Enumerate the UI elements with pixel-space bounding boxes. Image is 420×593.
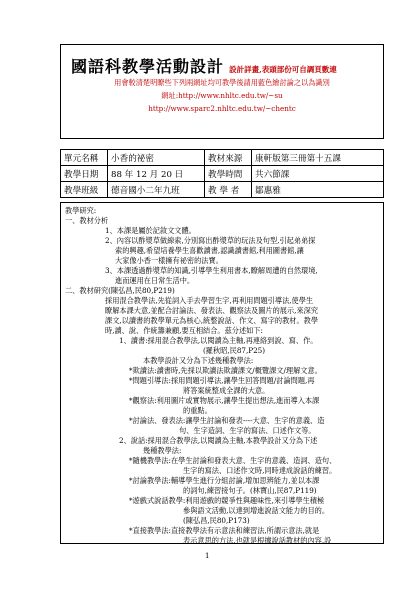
body-line: 進而運用在日常生活中。: [115, 276, 195, 285]
unit-value: 小香的祕密: [108, 150, 205, 166]
source-value: 康軒版第三冊第十五課: [252, 150, 384, 166]
teacher-value: 鄒惠雅: [252, 182, 384, 198]
teacher-label: 教 學 者: [205, 182, 252, 198]
source-label: 教材來源: [205, 150, 252, 166]
body-line: 2、內容以酢漿草做線索,分別寫出酢漿草的玩法及句型,引起弟弟探: [105, 236, 316, 245]
unit-label: 單元名稱: [61, 150, 108, 166]
body-line: 大家像小香一樣擁有祕密的法寶。: [115, 256, 223, 265]
body-line: 將答案統整成全課的大意。: [183, 386, 270, 395]
info-row: [61, 166, 384, 182]
time-label: 教學時間: [205, 166, 252, 182]
url-line-1[interactable]: 網址:http://www.nhltc.edu.tw/~su: [161, 91, 283, 100]
body-line: *討論教學法:輔導學生進行分組討論,增加思辨能力,並以本課: [129, 476, 320, 485]
date-value: 88 年 12 月 20 日: [108, 166, 205, 182]
page-title: 國語科教學活動設計: [71, 57, 225, 76]
class-value: 德音國小二年九班: [108, 182, 205, 198]
body-line: 生字的寫法、口述作文時,同時達成說話的練習。: [183, 466, 337, 475]
body-line: 1、本課是屬於記敘文文體。: [105, 226, 196, 235]
body-line: *欺讀法:讀書時,先採以欺讀法欺讀課文/概覽課文/理解文意。: [129, 366, 322, 375]
info-table: [60, 149, 384, 198]
body-line: 參與語文活動,以達到增進說話文能力的目的。: [183, 506, 330, 515]
body-line: 採用混合教學法,先從詞入手去學習生字,再利用問題引導法,使學生: [105, 296, 314, 305]
header-box: [60, 44, 384, 139]
citation-line: (羅秋昭,民87,P25): [203, 346, 266, 355]
teaching-research-box: [60, 202, 384, 544]
instruction-line: 用會較清楚明瞭些下列兩網址均可教學後請用藍色繪討論之以為識別: [114, 78, 330, 87]
body-line: *問題引導法:採用問題引導法,讓學生回答問題/討論問題,再: [129, 376, 315, 385]
body-line: 幾種教學法:: [143, 446, 182, 455]
body-line: 的詞句,練習接句子。(林寶山,民87,P119): [183, 486, 317, 495]
class-label: 教學班級: [61, 182, 108, 198]
body-line: 3、本課透過酢漿草的知識,引導學生利用書本,瞭解周遭的自然環境,: [105, 266, 318, 275]
time-value: 共六節課: [252, 166, 384, 182]
section-heading: 教學研究:: [65, 206, 97, 215]
body-line: *隨機教學法:在學生討論和發表大意、生字的意義、造詞、造句、: [129, 456, 337, 465]
citation-line: (陳弘昌,民80,P173): [183, 516, 250, 525]
info-row: [61, 150, 384, 166]
page-number: 1: [205, 552, 210, 560]
section-heading: 一、教材分析: [65, 216, 109, 225]
title-row: [71, 54, 337, 77]
body-line: 索的興趣,希望培養學生喜歡讀書,認識讀書館,利用圖書館,讓: [115, 246, 304, 255]
info-row: [61, 182, 384, 198]
body-line: 時,讀、說、作統籌兼顧,要互相結合。茲分述如下:: [105, 326, 263, 335]
title-note: 設計詳畫,表頭部份可自調頁數連: [229, 65, 337, 74]
body-line: 句、生字造詞、生字的寫法、口述作文等。: [179, 426, 316, 435]
body-line: *討論法、發表法:讓學生討論和發表----大意、生字的意義、造: [129, 416, 325, 425]
body-line: *直接教學法:直接教學法有示意法和練習法,所謂示意法,就是: [129, 526, 320, 535]
body-line: 本教學設計又分為下述幾種教學法:: [143, 356, 254, 365]
body-line: 2、說話:採用混合教學法,以閱讀為主軸,本教學設計又分為下述: [119, 436, 318, 445]
body-line: 的重點。: [183, 406, 212, 415]
body-text: [65, 206, 381, 546]
body-line: 瞭解本課大意,並配合討論法、發表法、觀察法及圖片的展示,來深究: [105, 306, 319, 315]
body-line: 表示意思的方法,也就是根據說話教材的內容,設: [183, 536, 332, 545]
url-line-2[interactable]: http://www.sparc2.nhltc.edu.tw/~chentc: [148, 104, 296, 113]
date-label: 教學日期: [61, 166, 108, 182]
body-line: *觀察法:利用圖片或實物展示,讓學生提出想法,進而導入本課: [129, 396, 320, 405]
body-line: 課文,以讀書的教學單元為核心,統整說話、作文、寫字的教材。教學: [105, 316, 319, 325]
body-line: *遊戲式說話教學:利用遊戲的競爭性與趣味性,來引導學生積極: [129, 496, 325, 505]
body-line: 1、讀書:採用混合教學法,以閱讀為主軸,再連絡到說、寫、作。: [119, 336, 318, 345]
section-heading: 二、教材研究(陳弘昌,民80,P219): [65, 286, 175, 295]
